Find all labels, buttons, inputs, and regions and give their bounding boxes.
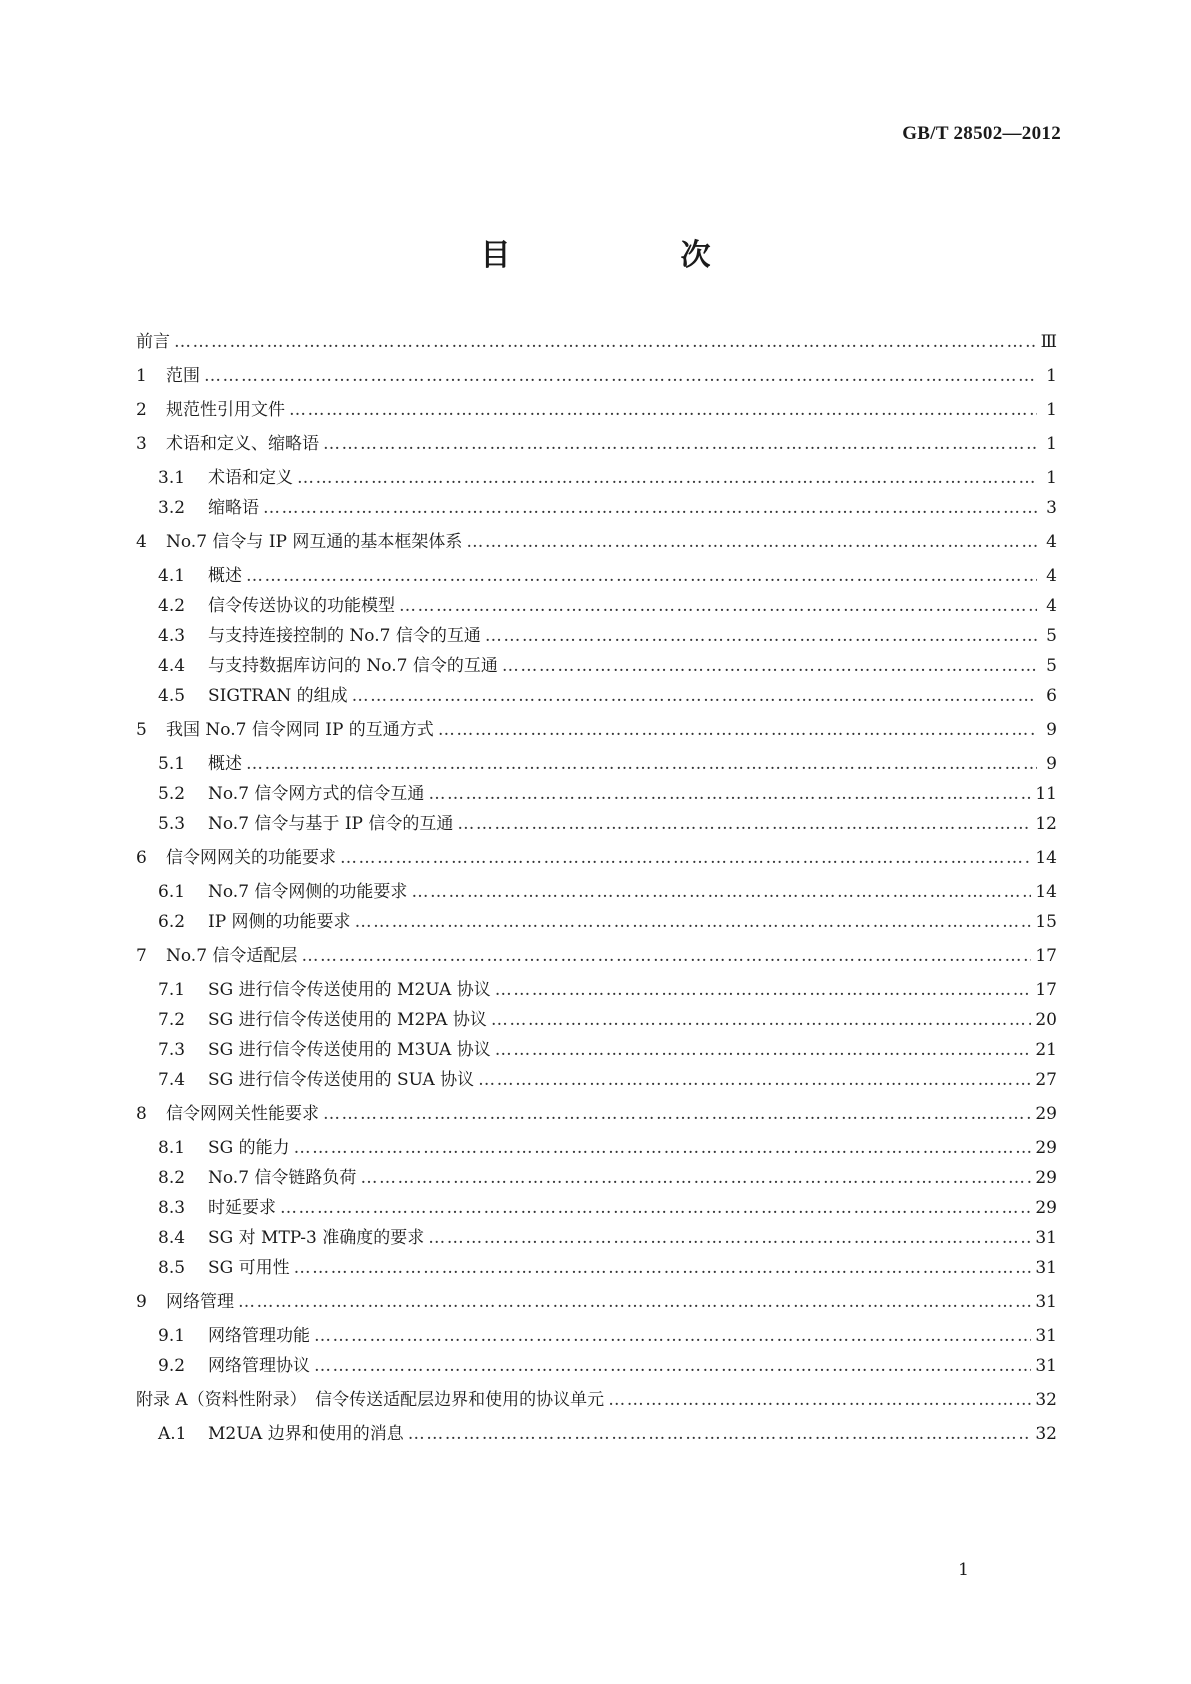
toc-entry-number: 8.2 — [158, 1168, 186, 1188]
toc-entry-page: 31 — [1035, 1326, 1057, 1346]
toc-entry-number: 7.3 — [158, 1040, 186, 1060]
toc-entry[interactable] — [158, 654, 1057, 678]
toc-leader-dots — [428, 782, 1031, 806]
toc-entry[interactable] — [136, 846, 1057, 870]
toc-entry-page: 29 — [1035, 1138, 1057, 1158]
toc-entry-number: 4.2 — [158, 596, 186, 616]
toc-entry-page: 17 — [1035, 946, 1057, 966]
toc-entry-number: 1 — [136, 366, 147, 386]
toc-entry[interactable] — [158, 1422, 1057, 1446]
toc-leader-dots — [438, 718, 1037, 742]
toc-leader-dots — [289, 398, 1037, 422]
toc-entry-page: 11 — [1035, 784, 1057, 804]
toc-entry-page: 9 — [1046, 754, 1057, 774]
toc-entry-number: 3.1 — [158, 468, 186, 488]
toc-entry-number: 9 — [136, 1292, 147, 1312]
toc-entry[interactable] — [158, 1354, 1057, 1378]
toc-entry-page: 9 — [1046, 720, 1057, 740]
toc-leader-dots — [608, 1388, 1031, 1412]
toc-leader-dots — [263, 496, 1037, 520]
toc-entry-number: 6 — [136, 848, 147, 868]
toc-entry-title: 范围 — [166, 366, 200, 386]
toc-entry[interactable] — [158, 1038, 1057, 1062]
toc-entry[interactable] — [136, 432, 1057, 456]
toc-entry-page: 1 — [1046, 468, 1057, 488]
toc-entry-title: 概述 — [208, 566, 242, 586]
toc-entry-title: 缩略语 — [208, 498, 259, 518]
toc-entry-page: 21 — [1035, 1040, 1057, 1060]
toc-entry[interactable] — [136, 1290, 1057, 1314]
toc-entry[interactable] — [158, 910, 1057, 934]
toc-entry-title: 与支持连接控制的 No.7 信令的互通 — [208, 626, 481, 646]
toc-entry-number: 9.2 — [158, 1356, 186, 1376]
toc-entry[interactable] — [158, 1324, 1057, 1348]
toc-leader-dots — [323, 1102, 1031, 1126]
toc-entry[interactable] — [158, 1196, 1057, 1220]
toc-entry-page: 1 — [1046, 434, 1057, 454]
toc-entry[interactable] — [136, 1102, 1057, 1126]
toc-entry-page: Ⅲ — [1040, 332, 1057, 352]
toc-entry-title: SG 进行信令传送使用的 M2UA 协议 — [208, 980, 491, 1000]
toc-leader-dots — [478, 1068, 1031, 1092]
toc-leader-dots — [360, 1166, 1031, 1190]
toc-entry-page: 27 — [1035, 1070, 1057, 1090]
toc-entry-page: 12 — [1035, 814, 1057, 834]
toc-entry-page: 1 — [1046, 366, 1057, 386]
toc-entry[interactable] — [136, 330, 1057, 354]
toc-entry-number: 8.3 — [158, 1198, 186, 1218]
toc-leader-dots — [280, 1196, 1031, 1220]
toc-entry[interactable] — [136, 944, 1057, 968]
toc-entry-number: 8 — [136, 1104, 147, 1124]
toc-entry-title: No.7 信令适配层 — [166, 946, 298, 966]
toc-entry[interactable] — [158, 782, 1057, 806]
toc-leader-dots — [340, 846, 1031, 870]
toc-leader-dots — [174, 330, 1037, 354]
toc-entry-title: 网络管理 — [166, 1292, 234, 1312]
toc-entry[interactable] — [158, 812, 1057, 836]
toc-entry-title: 规范性引用文件 — [166, 400, 285, 420]
toc-entry-number: A.1 — [158, 1424, 187, 1444]
toc-entry-number: 5 — [136, 720, 147, 740]
toc-leader-dots — [466, 530, 1037, 554]
toc-entry-title: 信令网网关的功能要求 — [166, 848, 336, 868]
toc-leader-dots — [355, 910, 1032, 934]
toc-leader-dots — [301, 944, 1031, 968]
toc-leader-dots — [457, 812, 1031, 836]
toc-entry[interactable] — [136, 398, 1057, 422]
toc-entry-page: 29 — [1035, 1198, 1057, 1218]
toc-entry-page: 1 — [1046, 400, 1057, 420]
toc-entry-page: 14 — [1035, 848, 1057, 868]
toc-entry-page: 4 — [1046, 566, 1057, 586]
toc-entry[interactable] — [158, 978, 1057, 1002]
toc-entry-page: 6 — [1046, 686, 1057, 706]
toc-leader-dots — [204, 364, 1037, 388]
toc-entry[interactable] — [136, 364, 1057, 388]
toc-entry-title: SG 对 MTP-3 准确度的要求 — [208, 1228, 425, 1248]
toc-entry-page: 3 — [1046, 498, 1057, 518]
toc-entry-title: SG 进行信令传送使用的 M3UA 协议 — [208, 1040, 491, 1060]
toc-entry-page: 31 — [1035, 1228, 1057, 1248]
toc-leader-dots — [428, 1226, 1031, 1250]
toc-leader-dots — [495, 978, 1032, 1002]
toc-entry-title: 附录 A（资料性附录） 信令传送适配层边界和使用的协议单元 — [136, 1390, 605, 1410]
toc-entry-title: No.7 信令链路负荷 — [208, 1168, 357, 1188]
toc-entry-title: 信令传送协议的功能模型 — [208, 596, 395, 616]
toc-entry-title: IP 网侧的功能要求 — [208, 912, 351, 932]
toc-entry-page: 32 — [1035, 1390, 1057, 1410]
toc-entry-title: No.7 信令网方式的信令互通 — [208, 784, 425, 804]
toc-leader-dots — [297, 466, 1037, 490]
toc-entry-page: 20 — [1035, 1010, 1057, 1030]
toc-entry-page: 31 — [1035, 1356, 1057, 1376]
toc-entry[interactable] — [158, 1166, 1057, 1190]
toc-entry-number: 6.1 — [158, 882, 186, 902]
toc-entry-number: 4 — [136, 532, 147, 552]
toc-entry-page: 32 — [1035, 1424, 1057, 1444]
toc-leader-dots — [238, 1290, 1031, 1314]
toc-entry-number: 4.1 — [158, 566, 186, 586]
toc-leader-dots — [352, 684, 1037, 708]
toc-leader-dots — [399, 594, 1037, 618]
toc-entry-title: 与支持数据库访问的 No.7 信令的互通 — [208, 656, 498, 676]
toc-entry-page: 15 — [1035, 912, 1057, 932]
toc-entry-page: 4 — [1046, 596, 1057, 616]
toc-leader-dots — [294, 1256, 1032, 1280]
toc-entry-page: 31 — [1035, 1292, 1057, 1312]
toc-entry-number: 9.1 — [158, 1326, 186, 1346]
page-number: 1 — [958, 1560, 969, 1580]
toc-entry-page: 5 — [1046, 626, 1057, 646]
toc-leader-dots — [323, 432, 1037, 456]
toc-entry[interactable] — [136, 718, 1057, 742]
toc-entry-number: 3 — [136, 434, 147, 454]
toc-leader-dots — [246, 752, 1037, 776]
toc-entry[interactable] — [158, 880, 1057, 904]
toc-entry[interactable] — [158, 1136, 1057, 1160]
toc-entry[interactable] — [158, 466, 1057, 490]
toc-entry-number: 7 — [136, 946, 147, 966]
toc-entry-title: M2UA 边界和使用的消息 — [208, 1424, 404, 1444]
toc-entry-number: 4.4 — [158, 656, 186, 676]
toc-entry-number: 7.4 — [158, 1070, 186, 1090]
toc-entry-title: SG 的能力 — [208, 1138, 290, 1158]
toc-entry-page: 29 — [1035, 1168, 1057, 1188]
toc-entry-title: 时延要求 — [208, 1198, 276, 1218]
standard-code: GB/T 28502—2012 — [902, 123, 1061, 144]
toc-entry-page: 31 — [1035, 1258, 1057, 1278]
toc-entry[interactable] — [158, 1226, 1057, 1250]
toc-entry-title: No.7 信令与 IP 网互通的基本框架体系 — [166, 532, 463, 552]
toc-entry-title: No.7 信令与基于 IP 信令的互通 — [208, 814, 454, 834]
toc-leader-dots — [502, 654, 1037, 678]
toc-entry-title: 前言 — [136, 332, 170, 352]
toc-entry[interactable] — [136, 1388, 1057, 1412]
toc-entry-title: SIGTRAN 的组成 — [208, 686, 348, 706]
toc-entry-title: 网络管理功能 — [208, 1326, 310, 1346]
toc-leader-dots — [495, 1038, 1032, 1062]
toc-entry[interactable] — [158, 594, 1057, 618]
toc-entry-title: No.7 信令网侧的功能要求 — [208, 882, 408, 902]
toc-entry-page: 17 — [1035, 980, 1057, 1000]
toc-leader-dots — [294, 1136, 1032, 1160]
toc-entry[interactable] — [136, 530, 1057, 554]
toc-entry-page: 5 — [1046, 656, 1057, 676]
toc-leader-dots — [314, 1354, 1031, 1378]
toc-entry-number: 5.2 — [158, 784, 186, 804]
toc-entry[interactable] — [158, 564, 1057, 588]
toc-entry-title: 网络管理协议 — [208, 1356, 310, 1376]
toc-leader-dots — [485, 624, 1037, 648]
toc-leader-dots — [491, 1008, 1032, 1032]
toc-entry-number: 8.1 — [158, 1138, 186, 1158]
toc-leader-dots — [411, 880, 1031, 904]
toc-entry-page: 29 — [1035, 1104, 1057, 1124]
toc-entry-page: 14 — [1035, 882, 1057, 902]
toc-entry-number: 4.3 — [158, 626, 186, 646]
toc-entry-title: SG 进行信令传送使用的 SUA 协议 — [208, 1070, 475, 1090]
toc-leader-dots — [408, 1422, 1032, 1446]
toc-entry-number: 6.2 — [158, 912, 186, 932]
toc-entry-number: 2 — [136, 400, 147, 420]
toc-title: 目 次 — [480, 238, 781, 273]
toc-entry-title: 概述 — [208, 754, 242, 774]
toc-entry-title: 信令网网关性能要求 — [166, 1104, 319, 1124]
toc-entry-number: 3.2 — [158, 498, 186, 518]
toc-entry[interactable] — [158, 624, 1057, 648]
toc-entry-number: 5.3 — [158, 814, 186, 834]
toc-entry-number: 7.2 — [158, 1010, 186, 1030]
toc-entry-title: SG 可用性 — [208, 1258, 290, 1278]
toc-entry[interactable] — [158, 752, 1057, 776]
toc-entry-title: 术语和定义、缩略语 — [166, 434, 319, 454]
toc-entry-number: 7.1 — [158, 980, 186, 1000]
toc-entry[interactable] — [158, 496, 1057, 520]
toc-entry[interactable] — [158, 1008, 1057, 1032]
toc-entry[interactable] — [158, 684, 1057, 708]
toc-entry-title: 我国 No.7 信令网同 IP 的互通方式 — [166, 720, 434, 740]
toc-entry-number: 8.4 — [158, 1228, 186, 1248]
toc-entry-page: 4 — [1046, 532, 1057, 552]
toc-leader-dots — [246, 564, 1037, 588]
toc-entry[interactable] — [158, 1256, 1057, 1280]
toc-entry-number: 8.5 — [158, 1258, 186, 1278]
toc-entry-title: 术语和定义 — [208, 468, 293, 488]
toc-leader-dots — [314, 1324, 1031, 1348]
toc-entry-number: 5.1 — [158, 754, 186, 774]
toc-entry-number: 4.5 — [158, 686, 186, 706]
toc-entry[interactable] — [158, 1068, 1057, 1092]
toc-entry-title: SG 进行信令传送使用的 M2PA 协议 — [208, 1010, 487, 1030]
